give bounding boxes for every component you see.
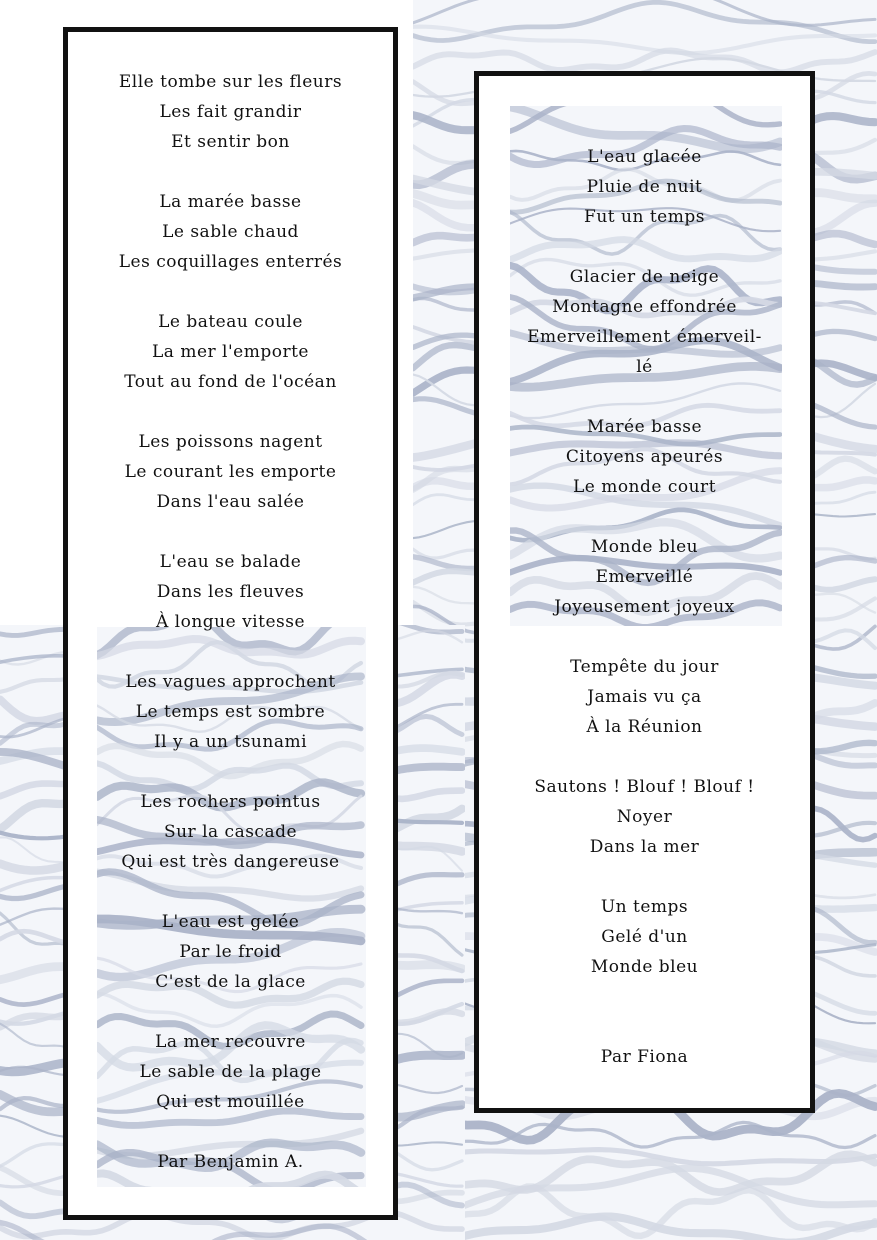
poem-panel-right: [474, 71, 815, 1113]
stanza: [68, 547, 393, 637]
poem-line: C'est de la glace: [155, 972, 306, 992]
stanza: [479, 652, 810, 742]
poem-line: Le sable chaud: [162, 222, 299, 242]
stanza: [479, 772, 810, 862]
poem-line: Noyer: [616, 807, 673, 827]
poem-line: Emerveillement émerveil-: [527, 327, 762, 347]
poem-line: Dans l'eau salée: [156, 492, 305, 512]
poem-line: Dans les fleuves: [156, 582, 305, 602]
stanza: [68, 427, 393, 517]
poem-line: Montagne effondrée: [552, 297, 737, 317]
poem-line: Les poissons nagent: [138, 432, 323, 452]
poem-fiona: [479, 142, 810, 1072]
poem-panel-left: [63, 27, 398, 1220]
poem-line: Il y a un tsunami: [153, 732, 308, 752]
poem-line: Sautons ! Blouf ! Blouf !: [534, 777, 755, 797]
stanza: [68, 187, 393, 277]
poem-line: L'eau est gelée: [161, 912, 300, 932]
poem-line: Par le froid: [179, 942, 282, 962]
poem-line: Marée basse: [586, 417, 703, 437]
stanza: [68, 1027, 393, 1117]
poem-line: Et sentir bon: [171, 132, 290, 152]
poem-line: Citoyens apeurés: [565, 447, 724, 467]
poem-line: Gelé d'un: [601, 927, 688, 947]
poem-line: Le sable de la plage: [139, 1062, 322, 1082]
poem-line: Les coquillages enterrés: [118, 252, 343, 272]
poem-line: Qui est mouillée: [156, 1092, 305, 1112]
poem-line: Le bateau coule: [158, 312, 303, 332]
poem-line: Les vagues approchent: [125, 672, 336, 692]
poem-line: lé: [636, 357, 653, 377]
stanza: [68, 307, 393, 397]
poem-line: La marée basse: [159, 192, 302, 212]
poem-line: Sur la cascade: [163, 822, 298, 842]
stanza: [479, 262, 810, 382]
poem-line: Joyeusement joyeux: [554, 597, 735, 617]
stanza: [479, 412, 810, 502]
poem-line: Monde bleu: [590, 957, 699, 977]
poem-line: Fut un temps: [584, 207, 705, 227]
poem-line: Le temps est sombre: [135, 702, 326, 722]
poem-line: Qui est très dangereuse: [121, 852, 340, 872]
poem-line: À la Réunion: [586, 717, 703, 737]
poem-line: Tempête du jour: [570, 657, 719, 677]
poem-line: Elle tombe sur les fleurs: [118, 72, 343, 92]
stanza: [68, 907, 393, 997]
poem-line: Un temps: [600, 897, 689, 917]
poem-line: La mer recouvre: [155, 1032, 306, 1052]
poem-line: Dans la mer: [589, 837, 700, 857]
poem-line: Les rochers pointus: [140, 792, 321, 812]
poem-line: Le monde court: [572, 477, 717, 497]
poem-line: Glacier de neige: [569, 267, 720, 287]
poem-line: Les fait grandir: [159, 102, 302, 122]
stanza: [68, 67, 393, 157]
poem-author: Par Fiona: [600, 1047, 689, 1067]
stanza: [479, 142, 810, 232]
stanza: [479, 532, 810, 622]
poem-author: Par Benjamin A.: [157, 1152, 304, 1172]
poem-line: Tout au fond de l'océan: [124, 372, 337, 392]
stanza: [68, 787, 393, 877]
stanza: [68, 667, 393, 757]
poem-line: Le courant les emporte: [124, 462, 337, 482]
poem-line: La mer l'emporte: [152, 342, 309, 362]
poem-line: Emerveillé: [595, 567, 694, 587]
poem-line: L'eau se balade: [159, 552, 302, 572]
poem-line: L'eau glacée: [587, 147, 702, 167]
poem-benjamin: [68, 67, 393, 1177]
poem-line: Monde bleu: [590, 537, 699, 557]
poem-line: Pluie de nuit: [586, 177, 703, 197]
stanza: [479, 892, 810, 982]
poem-line: Jamais vu ça: [587, 687, 702, 707]
poem-line: À longue vitesse: [155, 612, 306, 632]
